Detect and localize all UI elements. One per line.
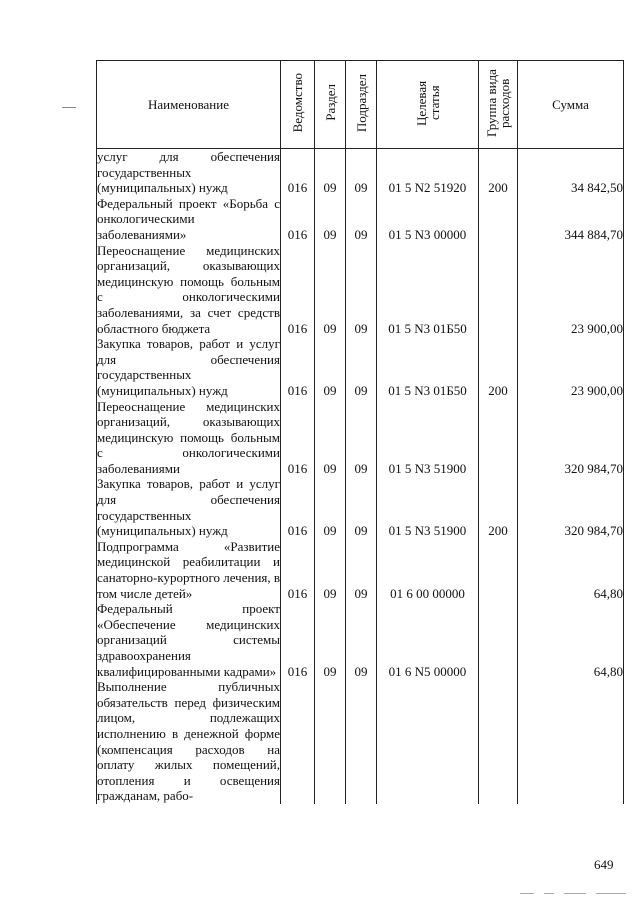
budget-table [96,60,624,804]
header-dept: Ведомство [281,61,315,149]
table-row [97,243,624,337]
row-target [377,679,479,804]
row-section: 09 [315,601,346,679]
row-section: 09 [315,336,346,398]
row-subsection: 09 [346,336,377,398]
row-group [479,399,518,477]
page-number: 649 [594,857,614,872]
row-group [479,196,518,243]
row-name: Выполнение публичных обязательств перед физическим лицом, подлежащих исполнению в денежной форме (компенсация расходов на оплату жилых помещений, отопления и освещения гражданам, рабо- [97,679,280,804]
row-dept: 016 [281,399,315,477]
row-name: услуг для обеспечения государственных (муниципальных) нужд [97,149,280,196]
row-name: Федеральный проект «Обеспечение медицинских организаций системы здравоохранения квалифицированными кадрами» [97,601,280,679]
row-dept: 016 [281,149,315,196]
table-row [97,476,624,538]
table-row [97,336,624,398]
row-dept: 016 [281,476,315,538]
table-row [97,149,624,196]
row-sum: 23 900,00 [518,243,624,337]
header-row [97,61,624,149]
table-row [97,679,624,804]
row-sum: 320 984,70 [518,399,624,477]
header-name: Наименование [97,61,281,149]
margin-mark [62,107,76,108]
row-subsection: 09 [346,243,377,337]
row-section: 09 [315,539,346,601]
header-subsection: Подраздел [346,61,377,149]
row-section: 09 [315,399,346,477]
table-row [97,399,624,477]
row-group [479,539,518,601]
row-target: 01 6 00 00000 [377,539,479,601]
row-name: Закупка товаров, работ и услуг для обеспечения государственных (муниципальных) нужд [97,476,280,539]
row-section: 09 [315,196,346,243]
row-sum: 23 900,00 [518,336,624,398]
row-group [479,679,518,804]
row-section: 09 [315,243,346,337]
row-dept: 016 [281,601,315,679]
row-target: 01 5 N3 00000 [377,196,479,243]
row-name: Переоснащение медицинских организаций, оказывающих медицинскую помощь больным с онкологическими заболеваниями, за счет средств областного бюджета [97,242,280,336]
row-section [315,679,346,804]
table-row [97,539,624,601]
row-sum: 64,80 [518,539,624,601]
row-group: 200 [479,336,518,398]
header-sum: Сумма [518,61,624,149]
row-sum: 320 984,70 [518,476,624,538]
row-subsection [346,679,377,804]
row-target: 01 5 N3 01Б50 [377,243,479,337]
row-dept: 016 [281,196,315,243]
row-subsection: 09 [346,399,377,477]
budget-table-container [96,60,623,847]
row-sum: 344 884,70 [518,196,624,243]
table-row [97,196,624,243]
row-name: Закупка товаров, работ и услуг для обеспечения государственных (муниципальных) нужд [97,336,280,398]
row-dept: 016 [281,243,315,337]
row-subsection: 09 [346,539,377,601]
row-subsection: 09 [346,601,377,679]
row-section: 09 [315,149,346,196]
header-target: Целевая статья [377,61,479,149]
row-dept [281,679,315,804]
row-sum: 34 842,50 [518,149,624,196]
row-target: 01 5 N3 51900 [377,476,479,538]
row-target: 01 5 N3 51900 [377,399,479,477]
row-group [479,601,518,679]
row-name: Федеральный проект «Борьба с онкологическими заболеваниями» [97,195,280,242]
row-group: 200 [479,476,518,538]
row-subsection: 09 [346,196,377,243]
row-section: 09 [315,476,346,538]
row-sum [518,679,624,804]
row-target: 01 5 N2 51920 [377,149,479,196]
row-name: Переоснащение медицинских организаций, оказывающих медицинскую помощь больным с онкологическими заболеваниями [97,398,280,476]
row-group [479,243,518,337]
row-dept: 016 [281,539,315,601]
header-expense-group: Группа вида расходов [479,61,518,149]
scan-artifact-marks [520,890,630,898]
row-subsection: 09 [346,476,377,538]
row-sum: 64,80 [518,601,624,679]
row-target: 01 5 N3 01Б50 [377,336,479,398]
header-section: Раздел [315,61,346,149]
row-target: 01 6 N5 00000 [377,601,479,679]
table-row [97,601,624,679]
row-dept: 016 [281,336,315,398]
row-name: Подпрограмма «Развитие медицинской реабилитации и санаторно-курортного лечения, в том числе детей» [97,538,281,601]
row-subsection: 09 [346,149,377,196]
row-group: 200 [479,149,518,196]
